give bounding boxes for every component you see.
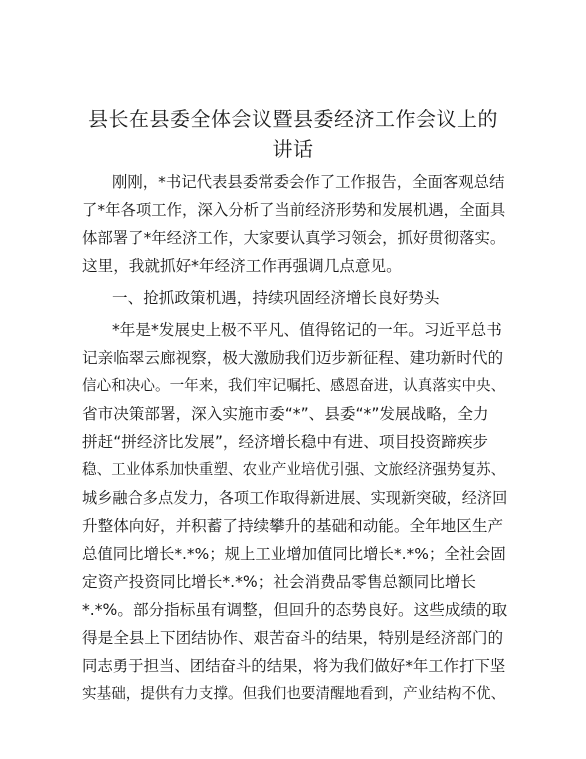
body-line: 信心和决心。一年来，我们牢记嘱托、感恩奋进，认真落实中央、	[82, 377, 506, 394]
body-line: 升整体向好，并积蓄了持续攀升的基础和动能。全年地区生产	[82, 517, 504, 535]
body-line: 省市决策部署，深入实施市委“*”、县委“*”发展战略，全力	[82, 405, 489, 423]
document-title-line-1: 县长在县委全体会议暨县委经济工作会议上的	[88, 107, 498, 131]
document-title-line-2: 讲话	[272, 137, 314, 161]
section-heading: 一、抢抓政策机遇，持续巩固经济增长良好势头	[112, 289, 440, 307]
body-line: 刚刚，*书记代表县委常委会作了工作报告，全面客观总结	[112, 173, 505, 191]
body-line: 得是全县上下团结协作、艰苦奋斗的结果，特别是经济部门的	[82, 629, 504, 647]
body-line: *年是*发展史上极不平凡、值得铭记的一年。习近平总书	[112, 321, 502, 339]
body-line: 实基础，提供有力支撑。但我们也要清醒地看到，产业结构不优、	[82, 685, 506, 702]
body-line: 城乡融合多点发力，各项工作取得新进展、实现新突破，经济回	[82, 489, 508, 507]
body-line: 同志勇于担当、团结奋斗的结果，将为我们做好*年工作打下坚	[82, 657, 506, 675]
body-line: 体部署了*年经济工作，大家要认真学习领会，抓好贯彻落实。	[82, 229, 506, 247]
body-line: 记亲临翠云廊视察，极大激励我们迈步新征程、建功新时代的	[82, 349, 504, 367]
body-line: 稳、工业体系加快重塑、农业产业培优引强、文旅经济强势复苏、	[82, 461, 506, 478]
body-line: 这里，我就抓好*年经济工作再强调几点意见。	[82, 257, 402, 275]
body-line: 了*年各项工作，深入分析了当前经济形势和发展机遇，全面具	[82, 201, 506, 219]
body-line: 定资产投资同比增长*.*%；社会消费品零售总额同比增长	[82, 573, 477, 591]
body-line: *.*%。部分指标虽有调整，但回升的态势良好。这些成绩的取	[82, 601, 508, 619]
body-line: 拼赶“拼经济比发展”，经济增长稳中有进、项目投资蹄疾步	[82, 433, 489, 451]
body-line: 总值同比增长*.*%；规上工业增加值同比增长*.*%；全社会固	[82, 545, 506, 563]
